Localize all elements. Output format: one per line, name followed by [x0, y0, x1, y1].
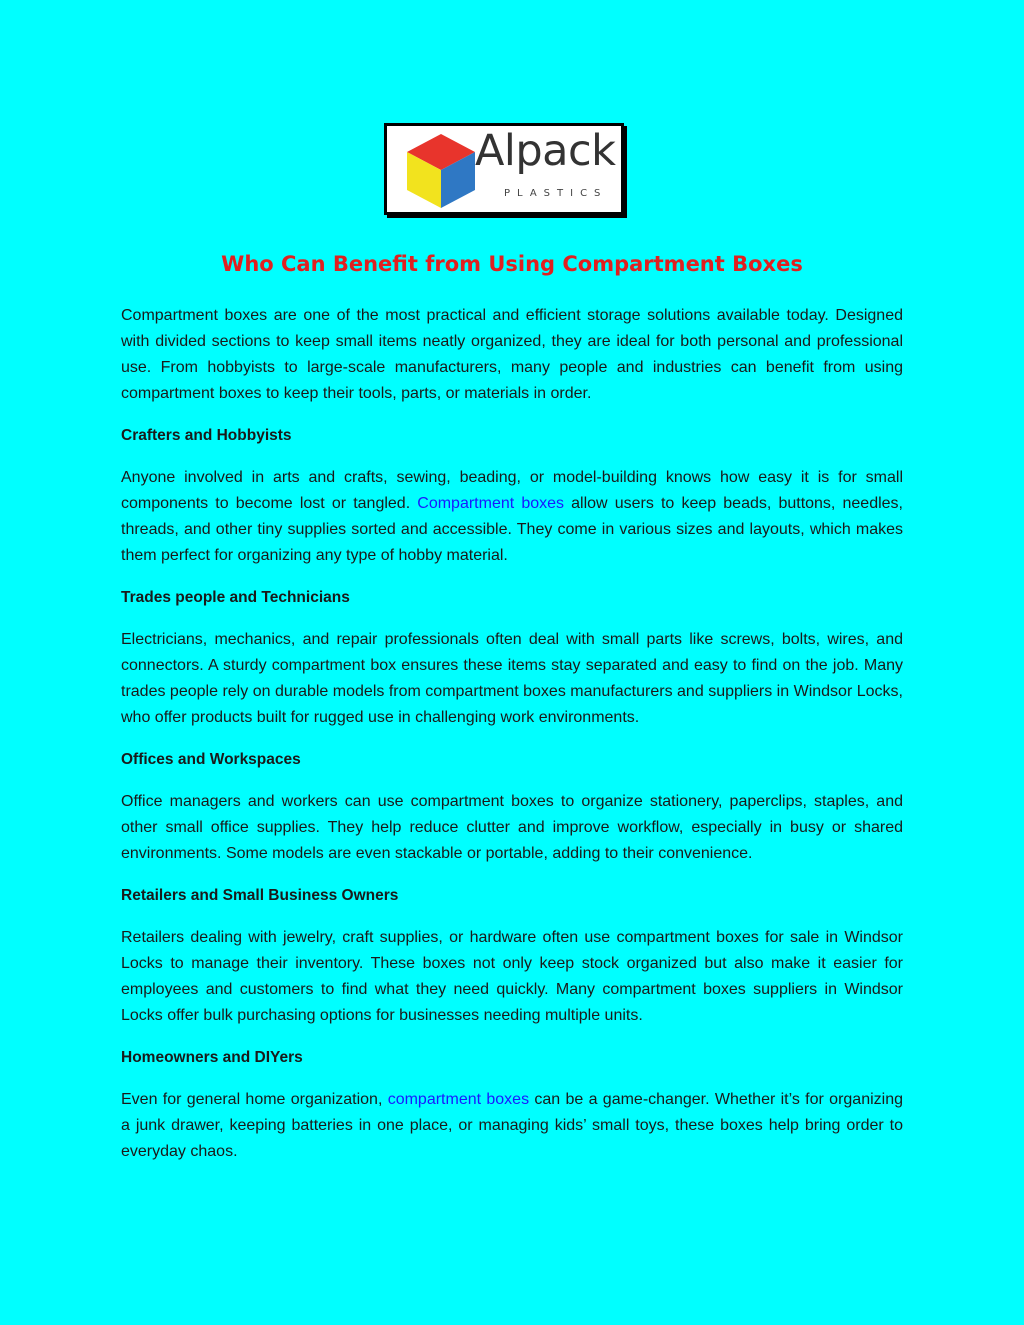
section-heading-offices: Offices and Workspaces — [121, 751, 301, 768]
logo — [384, 123, 624, 215]
section-heading-retailers: Retailers and Small Business Owners — [121, 887, 399, 904]
section-paragraph-homeowners — [121, 1087, 903, 1165]
paragraph-text: Anyone involved in arts and crafts, sewing, beading, or model-building knows how easy it is for small components to become lost or tangled. — [121, 469, 903, 512]
logo-wordmark: Alpack — [475, 126, 616, 176]
paragraph-text: allow users to keep beads, buttons, needles, threads, and other tiny supplies sorted and accessible. They come in various sizes and layouts, which makes them perfect for organizing any type of hobby material. — [121, 495, 904, 564]
section-paragraph-retailers: Retailers dealing with jewelry, craft supplies, or hardware often use compartment boxes for sale in Windsor Locks to manage their inventory. These boxes not only keep stock organized but also make it easier for employees and customers to find what they need quickly. Many compartment boxes suppliers in Windsor Locks offer bulk purchasing options for businesses needing multiple units. — [121, 929, 903, 1024]
compartment-boxes-link[interactable]: compartment boxes — [387, 1091, 530, 1108]
section-paragraph-offices: Office managers and workers can use compartment boxes to organize stationery, paperclips, staples, and other small office supplies. They help reduce clutter and improve workflow, especially in busy or shared environments. Some models are even stackable or portable, adding to their convenience. — [121, 793, 903, 862]
page-title: Who Can Benefit from Using Compartment Boxes — [221, 252, 803, 276]
paragraph-text: can be a game-changer. Whether it’s for organizing a junk drawer, keeping batteries in one place, or managing kids’ small toys, these boxes help bring order to everyday chaos. — [121, 1091, 903, 1160]
section-heading-homeowners: Homeowners and DIYers — [121, 1049, 303, 1066]
logo-tagline: PLASTICS — [504, 188, 608, 199]
paragraph-text: Even for general home organization, — [121, 1091, 388, 1108]
compartment-boxes-link[interactable]: Compartment boxes — [417, 495, 565, 512]
section-paragraph-trades: Electricians, mechanics, and repair professionals often deal with small parts like screws, bolts, wires, and connectors. A sturdy compartment box ensures these items stay separated and easy to find on the job. Many trades people rely on durable models from compartment boxes manufacturers and suppliers in Windsor Locks, who offer products built for rugged use in challenging work environments. — [121, 631, 903, 726]
intro-paragraph: Compartment boxes are one of the most practical and efficient storage solutions available today. Designed with divided sections to keep small items neatly organized, they are ideal for both personal and professional use. From hobbyists to large-scale manufacturers, many people and industries can benefit from using compartment boxes to keep their tools, parts, or materials in order. — [121, 307, 903, 402]
section-paragraph-crafters — [121, 465, 903, 569]
section-heading-crafters: Crafters and Hobbyists — [121, 427, 292, 444]
article-body — [121, 303, 903, 1181]
section-heading-trades: Trades people and Technicians — [121, 589, 350, 606]
cube-logo-icon — [405, 132, 477, 210]
